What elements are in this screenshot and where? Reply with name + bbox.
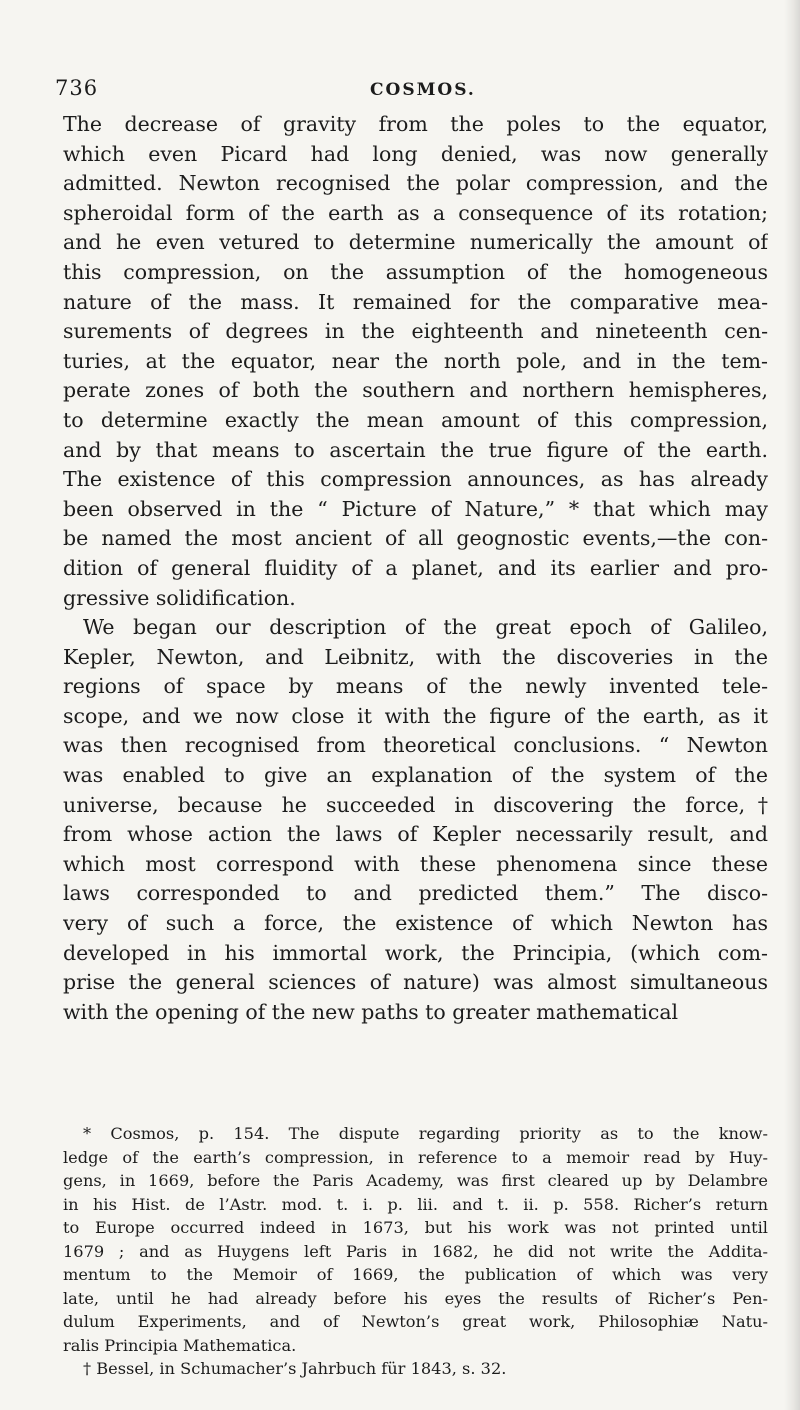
footnote-line: † Bessel, in Schumacher’s Jahrbuch für 1843, s. 32.	[83, 1359, 507, 1378]
body-line: be named the most ancient of all geognostic events,—the con-	[63, 526, 768, 551]
body-line: which even Picard had long denied, was now generally	[63, 141, 768, 166]
footnote-line: dulum Experiments, and of Newton’s great work, Philosophiæ Natu-	[63, 1312, 768, 1331]
body-line: surements of degrees in the eighteenth and nineteenth cen-	[63, 319, 768, 344]
running-title: COSMOS.	[370, 80, 476, 100]
page-header	[0, 76, 800, 106]
body-line: The decrease of gravity from the poles to the equator,	[63, 112, 768, 136]
body-line: admitted. Newton recognised the polar compression, and the	[63, 171, 768, 196]
body-line: dition of general fluidity of a planet, and its earlier and pro-	[63, 555, 768, 580]
page-edge-shadow	[784, 0, 800, 1410]
footnote-line: in his Hist. de l’Astr. mod. t. i. p. lii. and t. ii. p. 558. Richer’s return	[63, 1194, 768, 1214]
body-line: We began our description of the great epoch of Galileo,	[83, 615, 768, 640]
footnote-line: to Europe occurred indeed in 1673, but his work was not printed until	[63, 1218, 768, 1237]
body-line: turies, at the equator, near the north pole, and in the tem-	[63, 348, 768, 373]
body-line: to determine exactly the mean amount of this compression,	[63, 407, 768, 432]
body-line: laws corresponded to and predicted them.” The disco-	[63, 881, 768, 906]
body-line: and he even vetured to determine numerically the amount of	[63, 230, 768, 255]
body-line: prise the general sciences of nature) was almost simultaneous	[63, 970, 768, 995]
body-line: nature of the mass. It remained for the comparative mea-	[63, 289, 768, 314]
body-line: been observed in the “ Picture of Nature,” * that which may	[63, 496, 768, 521]
body-line: from whose action the laws of Kepler necessarily result, and	[63, 822, 768, 847]
footnote-line: gens, in 1669, before the Paris Academy, was first cleared up by Delambre	[63, 1171, 768, 1190]
footnote-line: * Cosmos, p. 154. The dispute regarding priority as to the know-	[83, 1124, 768, 1143]
page-number: 736	[55, 76, 99, 100]
body-line: this compression, on the assumption of the homogeneous	[63, 259, 768, 284]
body-line: was enabled to give an explanation of the system of the	[63, 763, 768, 788]
footnote-line: late, until he had already before his eyes the results of Richer’s Pen-	[63, 1288, 768, 1308]
footnote-line: ledge of the earth’s compression, in reference to a memoir read by Huy-	[63, 1147, 768, 1167]
body-line: very of such a force, the existence of which Newton has	[63, 911, 768, 936]
body-line: developed in his immortal work, the Principia, (which com-	[63, 940, 768, 965]
footnotes	[63, 1122, 768, 1381]
footnote-line: mentum to the Memoir of 1669, the publication of which was very	[63, 1265, 768, 1284]
body-line: regions of space by means of the newly invented tele-	[63, 674, 768, 699]
body-line: spheroidal form of the earth as a consequence of its rotation;	[63, 200, 768, 225]
body-text	[63, 110, 768, 1027]
body-line: gressive solidification.	[63, 585, 296, 610]
footnote-line: ralis Principia Mathematica.	[63, 1335, 297, 1355]
body-line: scope, and we now close it with the figure of the earth, as it	[63, 703, 768, 728]
body-line: and by that means to ascertain the true figure of the earth.	[63, 437, 768, 462]
body-line: which most correspond with these phenomena since these	[63, 851, 768, 876]
body-line: with the opening of the new paths to greater mathematical	[63, 999, 679, 1024]
body-line: was then recognised from theoretical conclusions. “ Newton	[63, 733, 768, 758]
body-line: The existence of this compression announces, as has already	[63, 467, 768, 492]
body-line: Kepler, Newton, and Leibnitz, with the discoveries in the	[63, 644, 768, 669]
body-line: perate zones of both the southern and northern hemispheres,	[63, 378, 768, 403]
footnote-line: 1679 ; and as Huygens left Paris in 1682, he did not write the Addita-	[63, 1241, 768, 1261]
body-line: universe, because he succeeded in discovering the force,†	[63, 792, 768, 817]
